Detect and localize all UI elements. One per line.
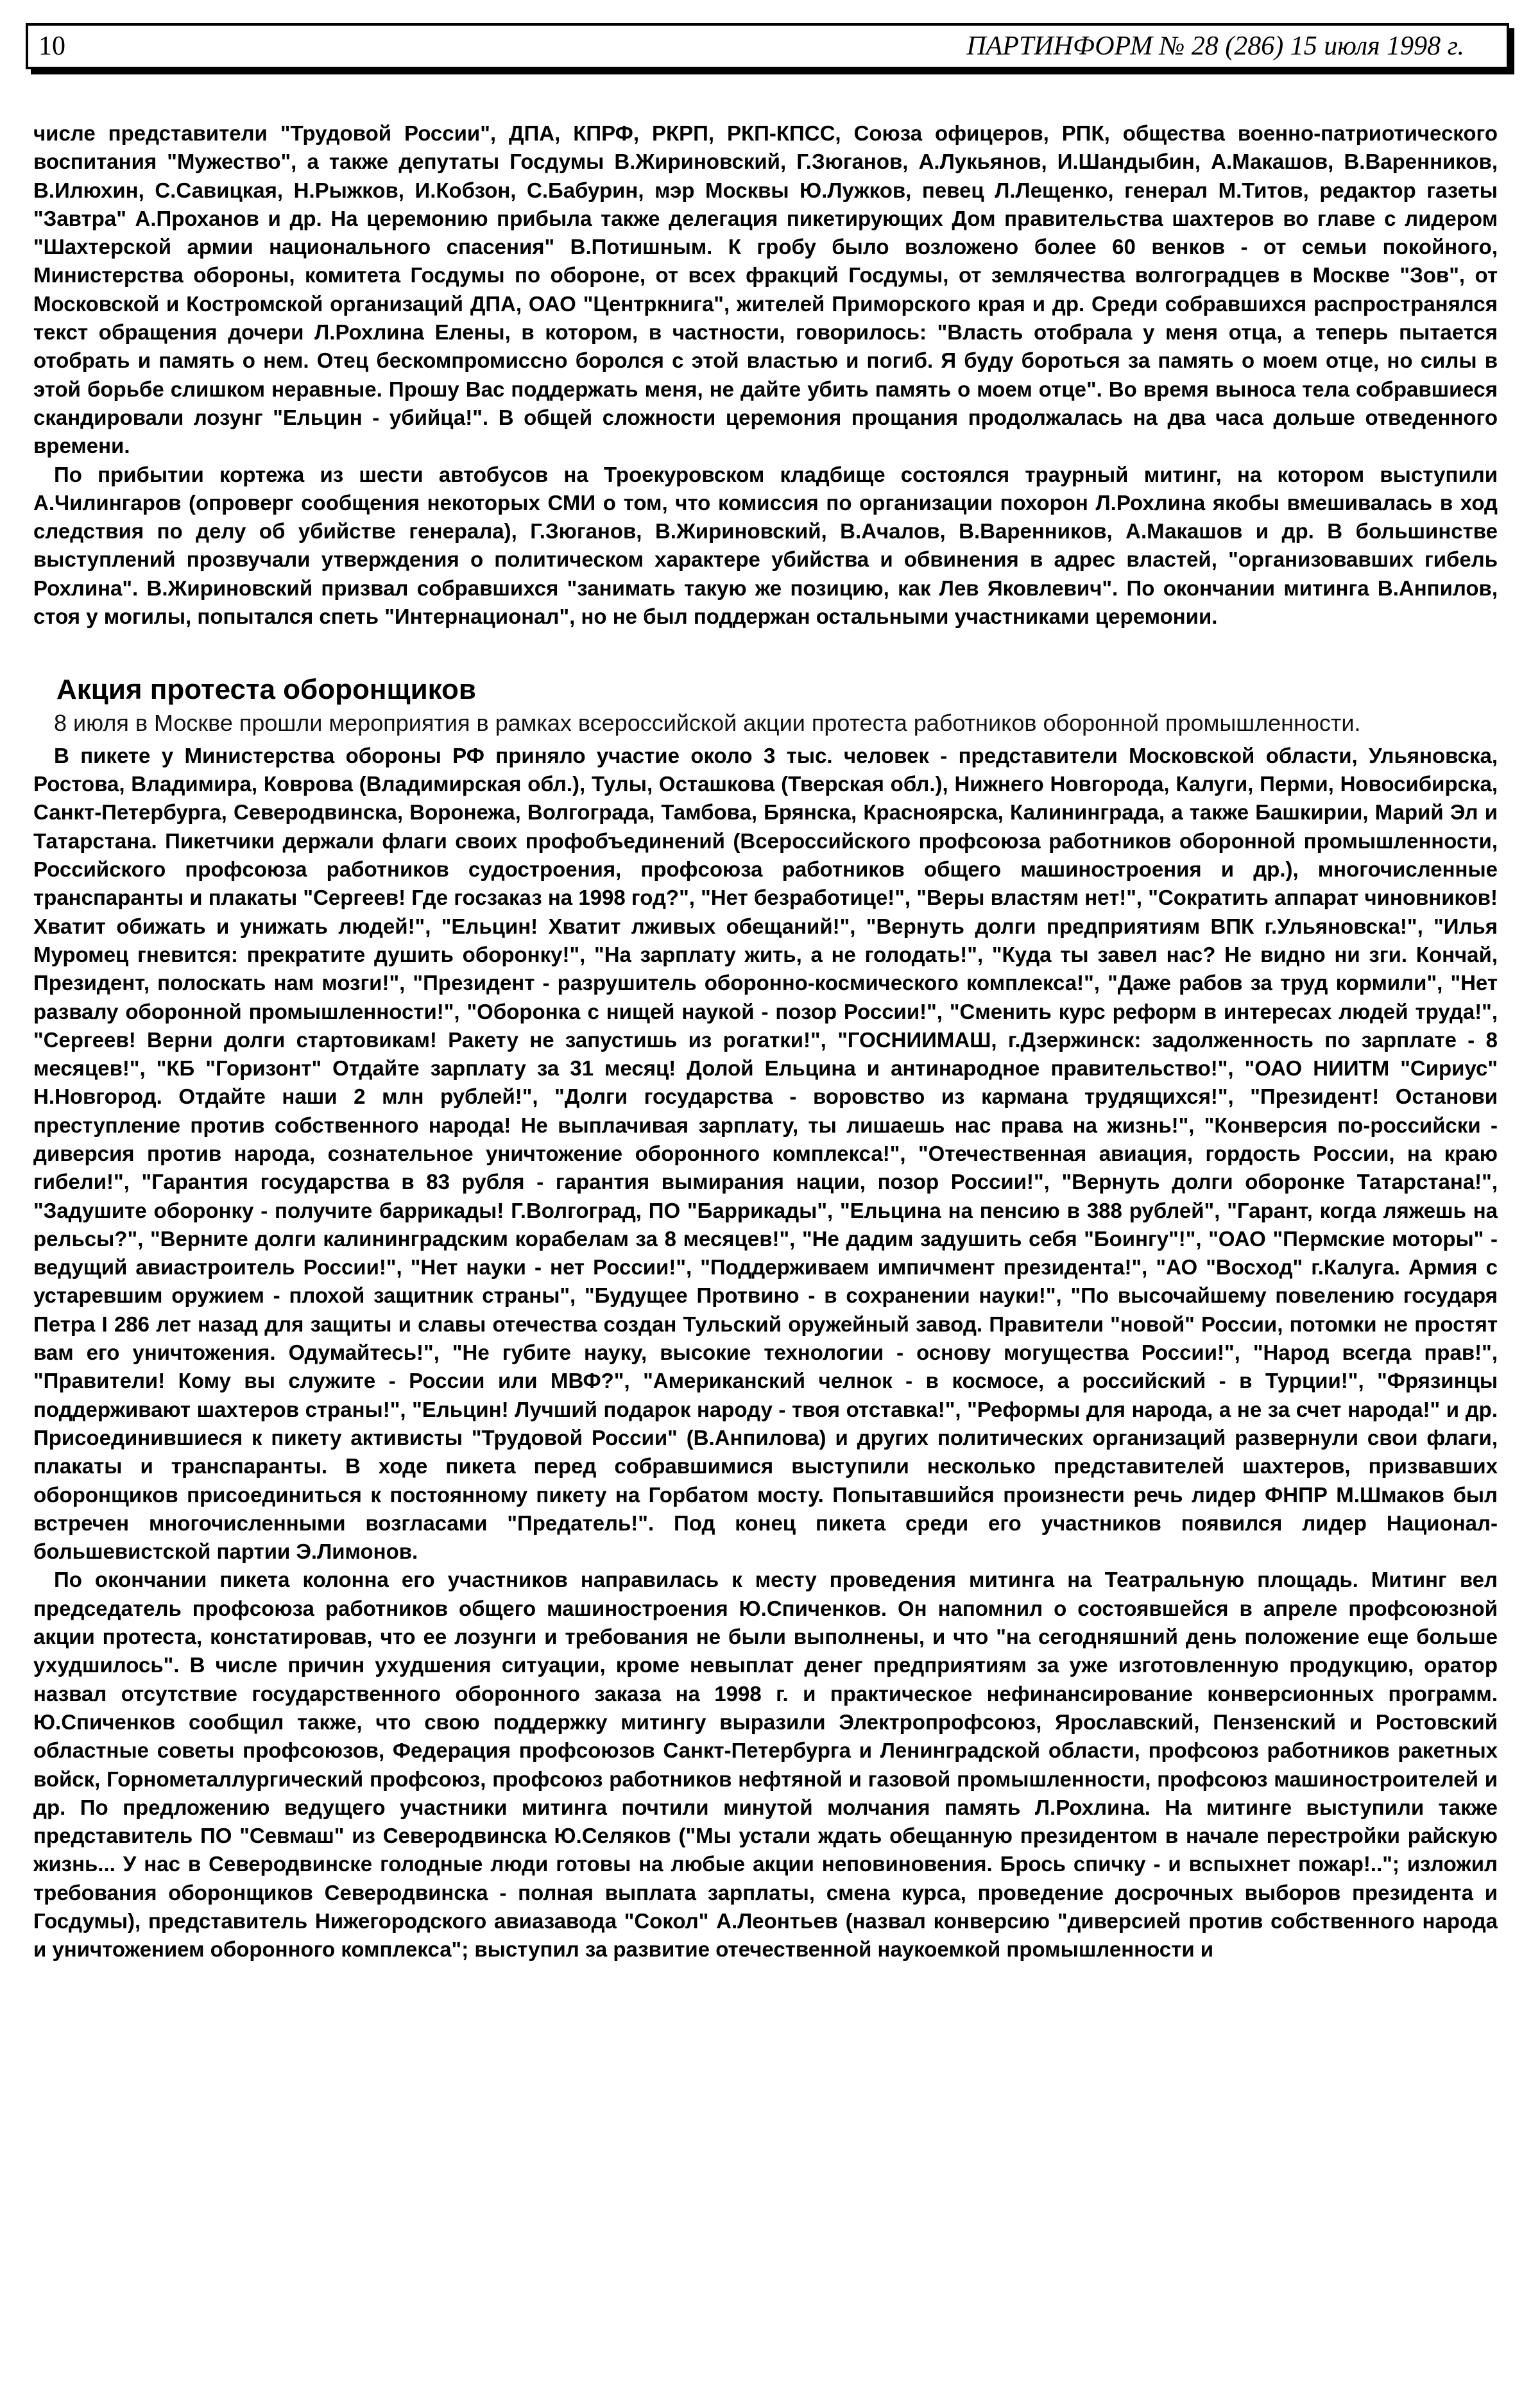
running-header	[26, 23, 1509, 69]
article2-title: Акция протеста оборонщиков	[56, 674, 476, 706]
page-number: 10	[38, 31, 65, 61]
article1-paragraph-2: По прибытии кортежа из шести автобусов на Троекуровском кладбище состоялся траурный митинг, на котором выступили А.Чилингаров (опроверг сообщения некоторых СМИ о том, что комиссия по организации похорон Л.Рохлина якобы вмешивалась в ход следствия по делу об убийстве генерала), Г.Зюганов, В.Жириновский, В.Ачалов, В.Варенников, А.Макашов и др. В большинстве выступлений прозвучали утверждения о политическом характере убийства и обвинения в адрес властей, "организовавших гибель Рохлина". В.Жириновский призвал собравшихся "занимать такую же позицию, как Лев Яковлевич". По окончании митинга В.Анпилов, стоя у могилы, попытался спеть "Интернационал", но не был поддержан остальными участниками церемонии.	[33, 462, 1498, 629]
article2-paragraph-1: В пикете у Министерства обороны РФ приняло участие около 3 тыс. человек - представители Московской области, Ульяновска, Ростова, Владимира, Коврова (Владимирская обл.), Тулы, Осташкова (Тверская обл.), Нижнего Новгорода, Калуги, Перми, Новосибирска, Санкт-Петербурга, Северодвинска, Воронежа, Волгограда, Тамбова, Брянска, Красноярска, Калининграда, а также Башкирии, Марий Эл и Татарстана. Пикетчики держали флаги своих профобъединений (Всероссийского профсоюза работников оборонной промышленности, Российского профсоюза работников судостроения, профсоюза работников общего машиностроения и др.), многочисленные транспаранты и плакаты "Сергеев! Где госзаказ на 1998 год?", "Нет безработице!", "Веры властям нет!", "Сократить аппарат чиновников! Хватит обижать и унижать людей!", "Ельцин! Хватит лживых обещаний!", "Вернуть долги предприятиям ВПК г.Ульяновска!", "Илья Муромец гневится: прекратите душить оборонку!", "На зарплату жить, а не голодать!", "Куда ты завел нас? Не видно ни зги. Кончай, Президент, полоскать нам мозги!", "Президент - разрушитель оборонно-космического комплекса!", "Даже рабов за труд кормили", "Нет развалу оборонной промышленности!", "Оборонка с нищей наукой - позор России!", "Сменить курс реформ в интересах людей труда!", "Сергеев! Верни долги стартовикам! Ракету не запустишь из рогатки!", "ГОСНИИМАШ, г.Дзержинск: задолженность по зарплате - 8 месяцев!", "КБ "Горизонт" Отдайте зарплату за 31 месяц! Долой Ельцина и антинародное правительство!", "ОАО НИИТМ "Сириус" Н.Новгород. Отдайте наши 2 млн рублей!", "Долги государства - воровство из кармана трудящихся!", "Президент! Останови преступление против собственного народа! Не выплачивая зарплату, ты лишаешь нас права на жизнь!", "Конверсия по-российски - диверсия против народа, сознательное уничтожение оборонного комплекса!", "Отечественная авиация, гордость России, на краю гибели!", "Гарантия государства в 83 рубля - гарантия вымирания нации, позор России!", "Вернуть долги оборонке Татарстана!", "Задушите оборонку - получите баррикады! Г.Волгоград, ПО "Баррикады", "Ельцина на пенсию в 388 рублей", "Гарант, когда ляжешь на рельсы?", "Верните долги калининградским корабелам за 8 месяцев!", "Не дадим задушить себя "Боингу"!", "ОАО "Пермские моторы" - ведущий авиастроитель России!", "Нет науки - нет России!", "Поддерживаем импичмент президента!", "АО "Восход" г.Калуга. Армия с устаревшим оружием - плохой защитник страны", "Будущее Протвино - в сохранении науки!", "По высочайшему повелению государя Петра I 286 лет назад для защиты и славы отечества создан Тульский оружейный завод. Правители "новой" России, потомки не простят вам его уничтожения. Одумайтесь!", "Не губите науку, высокие технологии - основу могущества России!", "Народ всегда прав!", "Правители! Кому вы служите - России или МВФ?", "Американский челнок - в космосе, а российский - в Турции!", "Фрязинцы поддерживают шахтеров страны!", "Ельцин! Лучший подарок народу - твоя отставка!", "Реформы для народа, а не за счет народа!" и др. Присоединившиеся к пикету активисты "Трудовой России" (В.Анпилова) и других политических организаций развернули свои флаги, плакаты и транспаранты. В ходе пикета перед собравшимися выступили несколько представителей шахтеров, призвавших оборонщиков присоединиться к постоянному пикету на Горбатом мосту. Попытавшийся произнести речь лидер ФНПР М.Шмаков был встречен многочисленными возгласами "Предатель!". Под конец пикета среди его участников появился лидер Национал-большевистской партии Э.Лимонов.	[33, 743, 1498, 1564]
article2-paragraph-2: По окончании пикета колонна его участников направилась к месту проведения митинга на Театральную площадь. Митинг вел председатель профсоюза работников общего машиностроения Ю.Спиченков. Он напомнил о состоявшейся в апреле профсоюзной акции протеста, констатировав, что ее лозунги и требования не были выполнены, и что "на сегодняшний день положение еще больше ухудшилось". В числе причин ухудшения ситуации, кроме невыплат денег предприятиям за уже изготовленную продукцию, оратор назвал отсутствие государственного оборонного заказа на 1998 г. и практическое нефинансирование конверсионных программ. Ю.Спиченков сообщил также, что свою поддержку митингу выразили Электропрофсоюз, Ярославский, Пензенский и Ростовский областные советы профсоюзов, Федерация профсоюзов Санкт-Петербурга и Ленинградской области, профсоюз работников ракетных войск, Горнометаллургический профсоюз, профсоюз работников нефтяной и газовой промышленности, профсоюз машиностроителей и др. По предложению ведущего участники митинга почтили минутой молчания память Л.Рохлина. На митинге выступили также представитель ПО "Севмаш" из Северодвинска Ю.Селяков ("Мы устали ждать обещанную президентом в начале перестройки райскую жизнь... У нас в Северодвинске голодные люди готовы на любые акции неповиновения. Брось спичку - и вспыхнет пожар!.."; изложил требования оборонщиков Северодвинска - полная выплата зарплаты, смена курса, проведение досрочных выборов президента и Госдумы), представитель Нижегородского авиазавода "Сокол" А.Леонтьев (назвал конверсию "диверсией против собственного народа и уничтожением оборонного комплекса"; выступил за развитие отечественной наукоемкой промышленности и	[33, 1568, 1498, 1962]
page-body	[33, 119, 1498, 1964]
article1-paragraph-1: числе представители "Трудовой России", ДПА, КПРФ, РКРП, РКП-КПСС, Союза офицеров, РПК, общества военно-патриотического воспитания "Мужество", а также депутаты Госдумы В.Жириновский, Г.Зюганов, А.Лукьянов, И.Шандыбин, А.Макашов, В.Варенников, В.Илюхин, С.Савицкая, Н.Рыжков, И.Кобзон, С.Бабурин, мэр Москвы Ю.Лужков, певец Л.Лещенко, генерал М.Титов, редактор газеты "Завтра" А.Проханов и др. На церемонию прибыла также делегация пикетирующих Дом правительства шахтеров во главе с лидером "Шахтерской армии национального спасения" В.Потишным. К гробу было возложено более 60 венков - от семьи покойного, Министерства обороны, комитета Госдумы по обороне, от всех фракций Госдумы, от землячества волгоградцев в Москве "Зов", от Московской и Костромской организаций ДПА, ОАО "Центркнига", жителей Приморского края и др. Среди собравшихся распространялся текст обращения дочери Л.Рохлина Елены, в котором, в частности, говорилось: "Власть отобрала у меня отца, а теперь пытается отобрать и память о нем. Отец бескомпромиссно боролся с этой властью и погиб. Я буду бороться за память о моем отце, но силы в этой борьбе слишком неравные. Прошу Вас поддержать меня, не дайте убить память о моем отце". Во время выноса тела собравшиеся скандировали лозунг "Ельцин - убийца!". В общей сложности церемония прощания продолжалась на два часа дольше отведенного времени.	[33, 121, 1498, 458]
publication-title: ПАРТИНФОРМ № 28 (286) 15 июля 1998 г.	[966, 31, 1464, 61]
article2-lead: 8 июля в Москве прошли мероприятия в рамках всероссийской акции протеста работников оборонной промышленности.	[54, 710, 1361, 737]
